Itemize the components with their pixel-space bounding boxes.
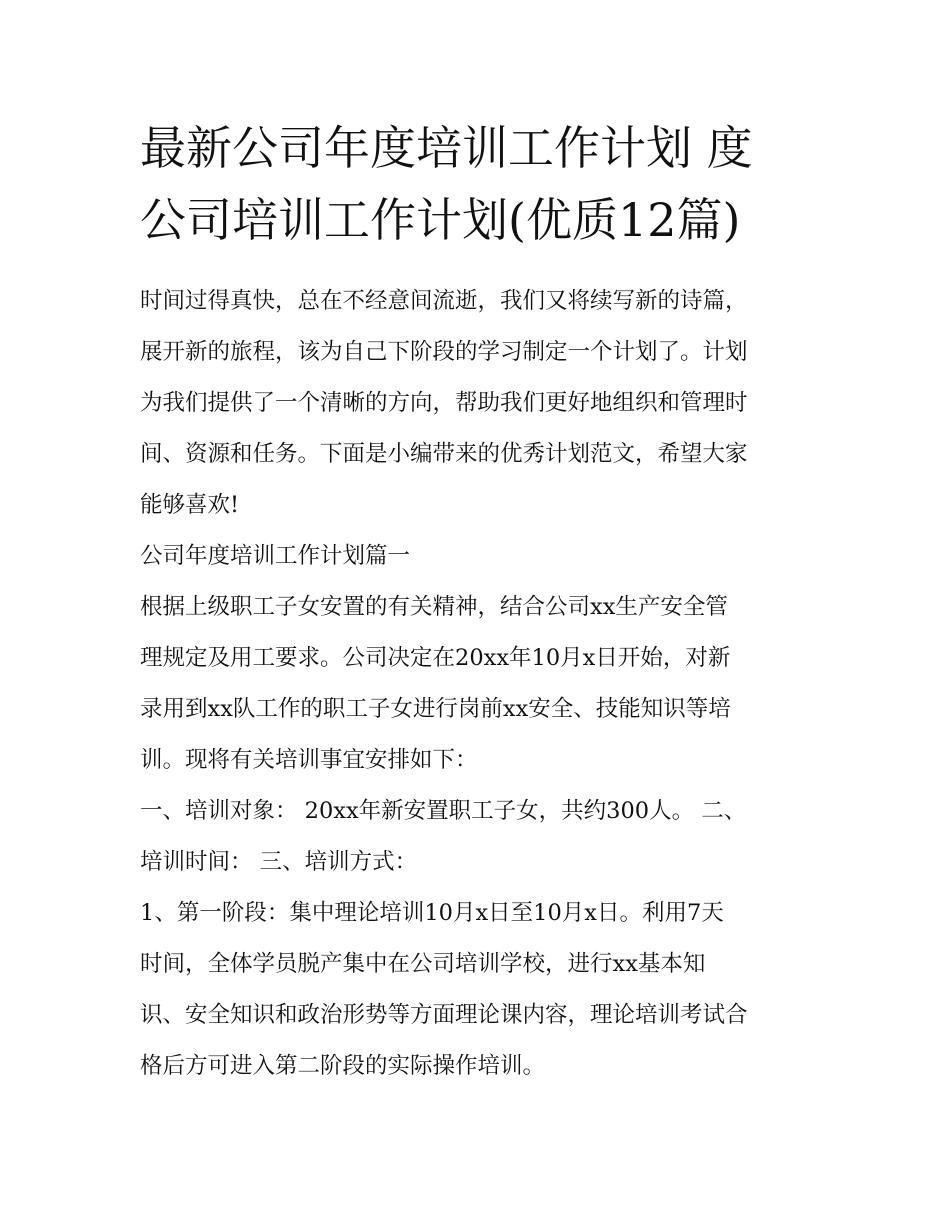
title-line-1: 最新公司年度培训工作计划 度 <box>140 121 753 175</box>
text-line: 训。现将有关培训事宜安排如下： <box>140 747 478 773</box>
document-title <box>140 112 812 256</box>
text-line: 间、资源和任务。下面是小编带来的优秀计划范文，希望大家 <box>140 441 748 467</box>
text-line: 培训时间： 三、培训方式： <box>140 849 418 875</box>
intro-paragraph <box>140 276 812 531</box>
text-line: 录用到xx队工作的职工子女进行岗前xx安全、技能知识等培 <box>140 696 731 722</box>
text-line: 能够喜欢! <box>140 492 240 518</box>
document-page <box>140 112 812 1092</box>
text-line: 公司年度培训工作计划篇一 <box>140 543 411 569</box>
text-line: 时间过得真快，总在不经意间流逝，我们又将续写新的诗篇， <box>140 288 748 314</box>
text-line: 识、安全知识和政治形势等方面理论课内容，理论培训考试合 <box>140 1002 748 1028</box>
text-line: 格后方可进入第二阶段的实际操作培训。 <box>140 1053 546 1079</box>
title-line-2: 公司培训工作计划(优质12篇) <box>140 193 741 247</box>
text-line: 为我们提供了一个清晰的方向，帮助我们更好地组织和管理时 <box>140 390 748 416</box>
text-line: 展开新的旅程，该为自己下阶段的学习制定一个计划了。计划 <box>140 339 748 365</box>
body-paragraph <box>140 582 812 786</box>
text-line: 根据上级职工子女安置的有关精神，结合公司xx生产安全管 <box>140 594 728 620</box>
text-line: 1、第一阶段：集中理论培训10月x日至10月x日。利用7天 <box>140 900 724 926</box>
text-line: 时间，全体学员脱产集中在公司培训学校，进行xx基本知 <box>140 951 706 977</box>
section-heading <box>140 531 812 582</box>
text-line: 理规定及用工要求。公司决定在20xx年10月x日开始，对新 <box>140 645 731 671</box>
body-paragraph <box>140 888 812 1092</box>
body-paragraph <box>140 786 812 888</box>
text-line: 一、培训对象： 20xx年新安置职工子女，共约300人。 二、 <box>140 798 747 824</box>
